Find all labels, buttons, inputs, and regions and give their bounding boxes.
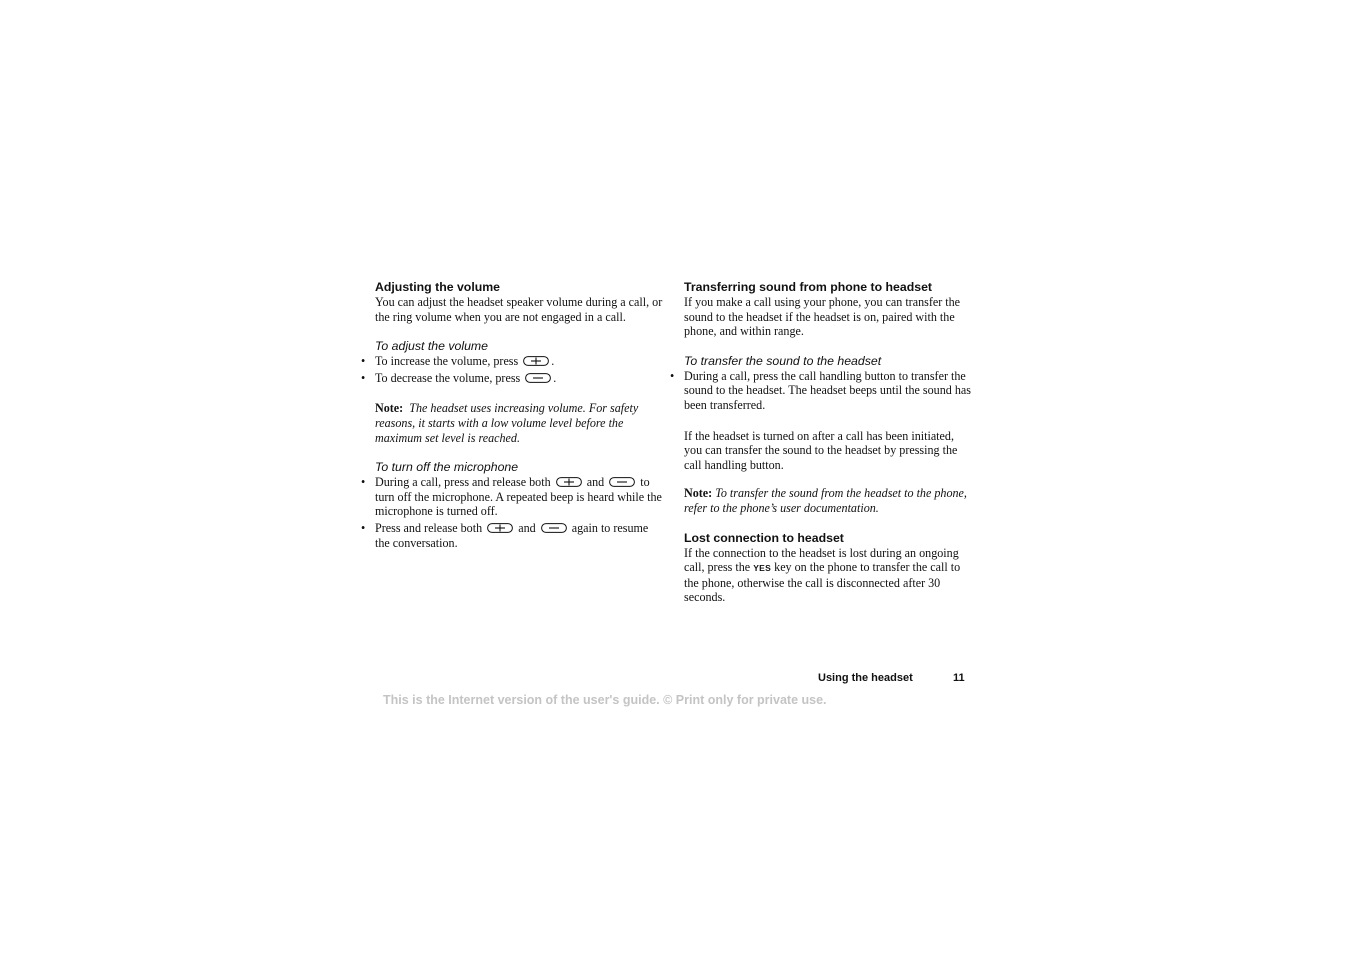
- watermark: This is the Internet version of the user's guide. © Print only for private use.: [383, 693, 827, 707]
- plus-key-icon: [487, 523, 513, 533]
- transfer-note: Note: To transfer the sound from the headset to the phone, refer to the phone’s user documentation.: [684, 486, 967, 515]
- bullet: •: [361, 520, 366, 535]
- microphone-subheading: To turn off the microphone: [375, 460, 519, 475]
- volume-note: Note: The headset uses increasing volume. For safety reasons, it starts with a low volume level before the maximum set level is reached.: [375, 401, 639, 445]
- transferring-sound-heading: Transferring sound from phone to headset: [684, 280, 933, 294]
- list-item: • Press and release both and again to resume the conversation.: [361, 520, 649, 550]
- yes-key-label: YES: [753, 563, 772, 574]
- list-item: • To decrease the volume, press .: [361, 370, 557, 385]
- right-column: [670, 279, 974, 605]
- initiated-call-text: If the headset is turned on after a call has been initiated, you can transfer the sound to the headset by pressing the call handling button.: [684, 428, 958, 472]
- list-item: • During a call, press and release both and to turn off the microphone. A repeated beep is heard while the microphone is turned off.: [361, 475, 662, 519]
- footer-section-title: Using the headset: [818, 672, 913, 684]
- adjust-volume-subheading: To adjust the volume: [375, 339, 489, 354]
- page-number: 11: [953, 672, 965, 684]
- microphone-list: [361, 475, 665, 550]
- plus-key-icon: [523, 356, 549, 366]
- left-column: [361, 279, 665, 552]
- page-footer: [818, 672, 965, 684]
- minus-key-icon: [525, 373, 551, 383]
- transfer-list: [670, 368, 974, 413]
- minus-key-icon: [609, 477, 635, 487]
- adjusting-volume-intro: You can adjust the headset speaker volume during a call, or the ring volume when you are not engaged in a call.: [375, 295, 663, 324]
- transferring-sound-intro: If you make a call using your phone, you can transfer the sound to the headset if the headset is on, paired with the phone, and within range.: [684, 295, 961, 339]
- bullet: •: [361, 475, 366, 490]
- bullet: •: [361, 354, 366, 369]
- bullet: •: [361, 370, 366, 385]
- list-item: • To increase the volume, press .: [361, 354, 555, 369]
- transfer-sound-subheading: To transfer the sound to the headset: [684, 353, 882, 368]
- list-item: • During a call, press the call handling button to transfer the sound to the headset. The headset beeps until the sound has been transferred.: [670, 368, 971, 412]
- adjust-volume-list: [361, 354, 665, 385]
- lost-connection-text: If the connection to the headset is lost during an ongoing call, press the YES key on the phone to transfer the call to the phone, otherwise the call is disconnected after 30 seconds.: [684, 545, 961, 605]
- minus-key-icon: [541, 523, 567, 533]
- bullet: •: [670, 368, 675, 383]
- plus-key-icon: [556, 477, 582, 487]
- adjusting-volume-heading: Adjusting the volume: [375, 280, 501, 294]
- lost-connection-heading: Lost connection to headset: [684, 530, 844, 545]
